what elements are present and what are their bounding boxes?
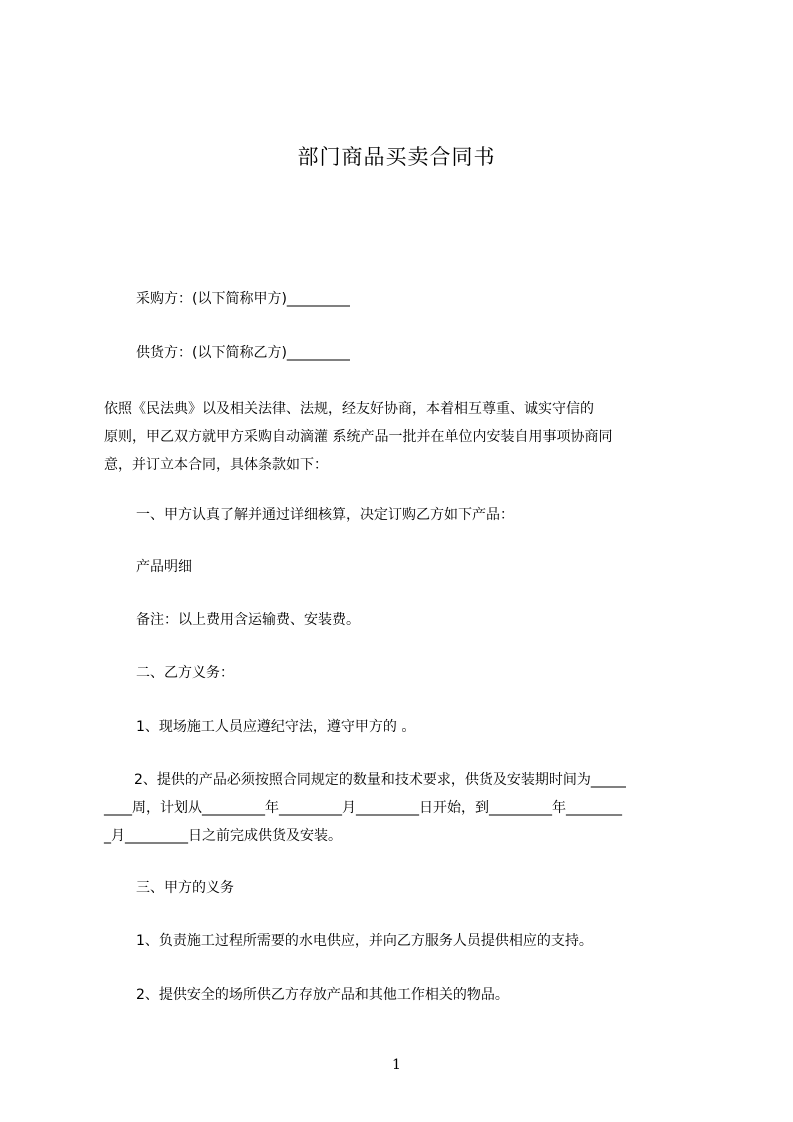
intro-paragraph (104, 395, 704, 479)
clause-3-item-1: 1、负责施工过程所需要的水电供应，并向乙方服务人员提供相应的支持。 (136, 933, 593, 949)
clause-2-item-2-line-3: _月_________日之前完成供货及安装。 (104, 828, 342, 844)
clause-1-heading: 一、甲方认真了解并通过详细核算，决定订购乙方如下产品： (136, 507, 514, 523)
intro-line-1: 依照《民法典》以及相关法律、法规，经友好协商，本着相互尊重、诚实守信的 (104, 401, 594, 417)
buyer-line: 采购方：(以下简称甲方)_________ (136, 291, 350, 307)
clause-3-heading: 三、甲方的义务 (136, 880, 234, 896)
remark-line: 备注：以上费用含运输费、安装费。 (136, 612, 360, 628)
clause-3-item-2: 2、提供安全的场所供乙方存放产品和其他工作相关的物品。 (136, 987, 509, 1003)
clause-2-item-2-line-2: ____周，计划从_________年_________月_________日开始，到_________年________ (104, 800, 622, 816)
intro-line-2: 原则，甲乙双方就甲方采购自动滴灌 系统产品一批并在单位内安装自用事项协商同 (104, 429, 613, 445)
intro-line-3: 意，并订立本合同，具体条款如下： (104, 457, 328, 473)
seller-line: 供货方：(以下简称乙方)_________ (136, 345, 350, 361)
product-detail-label: 产品明细 (136, 559, 192, 575)
clause-2-heading: 二、乙方义务： (136, 665, 234, 681)
document-title: 部门商品买卖合同书 (297, 145, 496, 169)
clause-2-item-2-line-1: 2、提供的产品必须按照合同规定的数量和技术要求，供货及安装期时间为_____ (134, 772, 626, 788)
clause-2-item-1: 1、现场施工人员应遵纪守法，遵守甲方的 。 (136, 719, 416, 735)
page-number: 1 (392, 1057, 401, 1073)
clause-2-item-2 (104, 766, 704, 850)
